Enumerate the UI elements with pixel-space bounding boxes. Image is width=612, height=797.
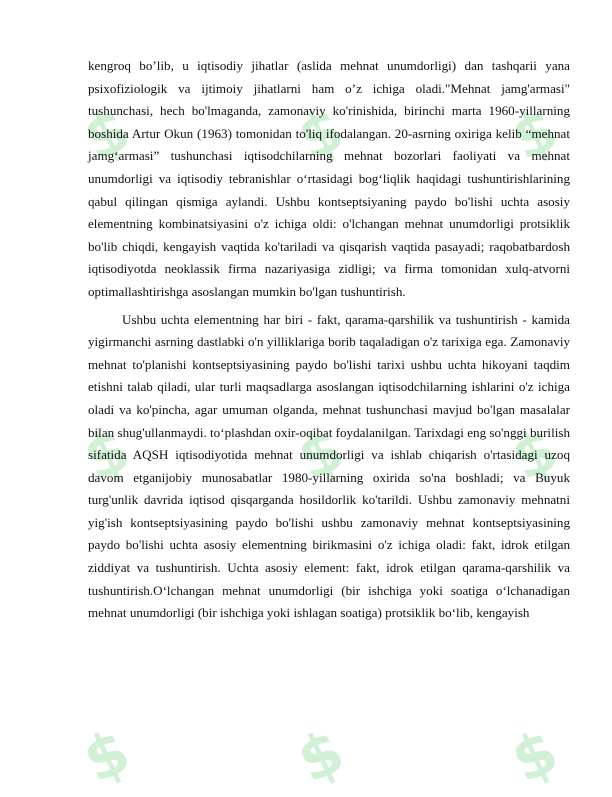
watermark-icon: $ xyxy=(73,716,141,797)
watermark-icon: $ xyxy=(73,414,141,496)
watermark-icon: $ xyxy=(287,94,355,176)
watermark-icon: $ xyxy=(501,414,569,496)
watermark-icon: $ xyxy=(287,414,355,496)
watermark-icon: $ xyxy=(501,94,569,176)
paragraph-2: Ushbu uchta elementning har biri - fakt, qarama-qarshilik va tushuntirish - kamida yigirmanchi asrning dastlabki o'n yilliklariga borib taqaladigan o'z tarixiga ega. Zamonaviy mehnat to'planishi kontseptsiyasining paydo bo'lishi tarixi ushbu uchta hikoyani taqdim etishni talab qiladi, ular turli maqsadlarga asoslangan iqtisodchilarning ishlarini o'z ichiga oladi va ko'pincha, agar umuman olganda, mehnat tushunchasi mavjud bo'lgan masalalar bilan shug'ullanmaydi. to‘plashdan oxir-oqibat foydalanilgan. Tarixdagi eng so'nggi burilish sifatida AQSH iqtisodiyotida mehnat unumdorligi va ishlab chiqarish o'rtasidagi uzoq davom etganijobiy munosabatlar 1980-yillarning oxirida so'na boshladi; va Buyuk turg'unlik davrida iqtisod qisqarganda hosildorlik ko'tarildi. Ushbu zamonaviy mehnatni yig'ish kontseptsiyasining paydo bo'lishi ushbu zamonaviy mehnat kontseptsiyasining paydo bo'lishi uchta asosiy elementning birikmasini o'z ichiga oladi: fakt, idrok etilgan ziddiyat va tushuntirish. Uchta asosiy element: fakt, idrok etilgan qarama-qarshilik va tushuntirish.O‘lchangan mehnat unumdorligi (bir ishchiga yoki soatiga o‘lchanadigan mehnat unumdorligi (bir ishchiga yoki ishlagan soatiga) protsiklik bo‘lib, kengayish xyxy=(88,311,570,621)
paragraph-1: kengroq bo’lib, u iqtisodiy jihatlar (aslida mehnat unumdorligi) dan tashqarii yana psixofiziologik va ijtimoiy jihatlarni ham o’z ichiga oladi."Mehnat jamg'armasi" tushunchasi, hech bo'lmaganda, zamonaviy ko'rinishida, birinchi marta 1960-yillarning boshida Artur Okun (1963) tomonidan to'liq ifodalangan. 20-asrning oxiriga kelib “mehnat jamg‘armasi” tushunchasi iqtisodchilarning mehnat bozorlari faoliyati va mehnat unumdorligi va iqtisodiy tebranishlar o‘rtasidagi bog‘liqlik haqidagi tushuntirishlarining qabul qilingan qismiga aylandi. Ushbu kontseptsiyaning paydo bo'lishi uchta asosiy elementning kombinatsiyasini o'z ichiga oldi: o'lchangan mehnat unumdorligi protsiklik bo'lib chiqdi, kengayish vaqtida ko'tariladi va qisqarish vaqtida pasayadi; raqobatbardosh iqtisodiyotda neoklassik firma nazariyasiga zidligi; va firma tomonidan xulq-atvorni optimallashtirishga asoslangan mumkin bo'lgan tushuntirish. xyxy=(88,58,570,299)
watermark-icon: $ xyxy=(501,716,569,797)
watermark-icon: $ xyxy=(73,94,141,176)
watermark-icon: $ xyxy=(287,716,355,797)
document-page xyxy=(88,55,570,625)
